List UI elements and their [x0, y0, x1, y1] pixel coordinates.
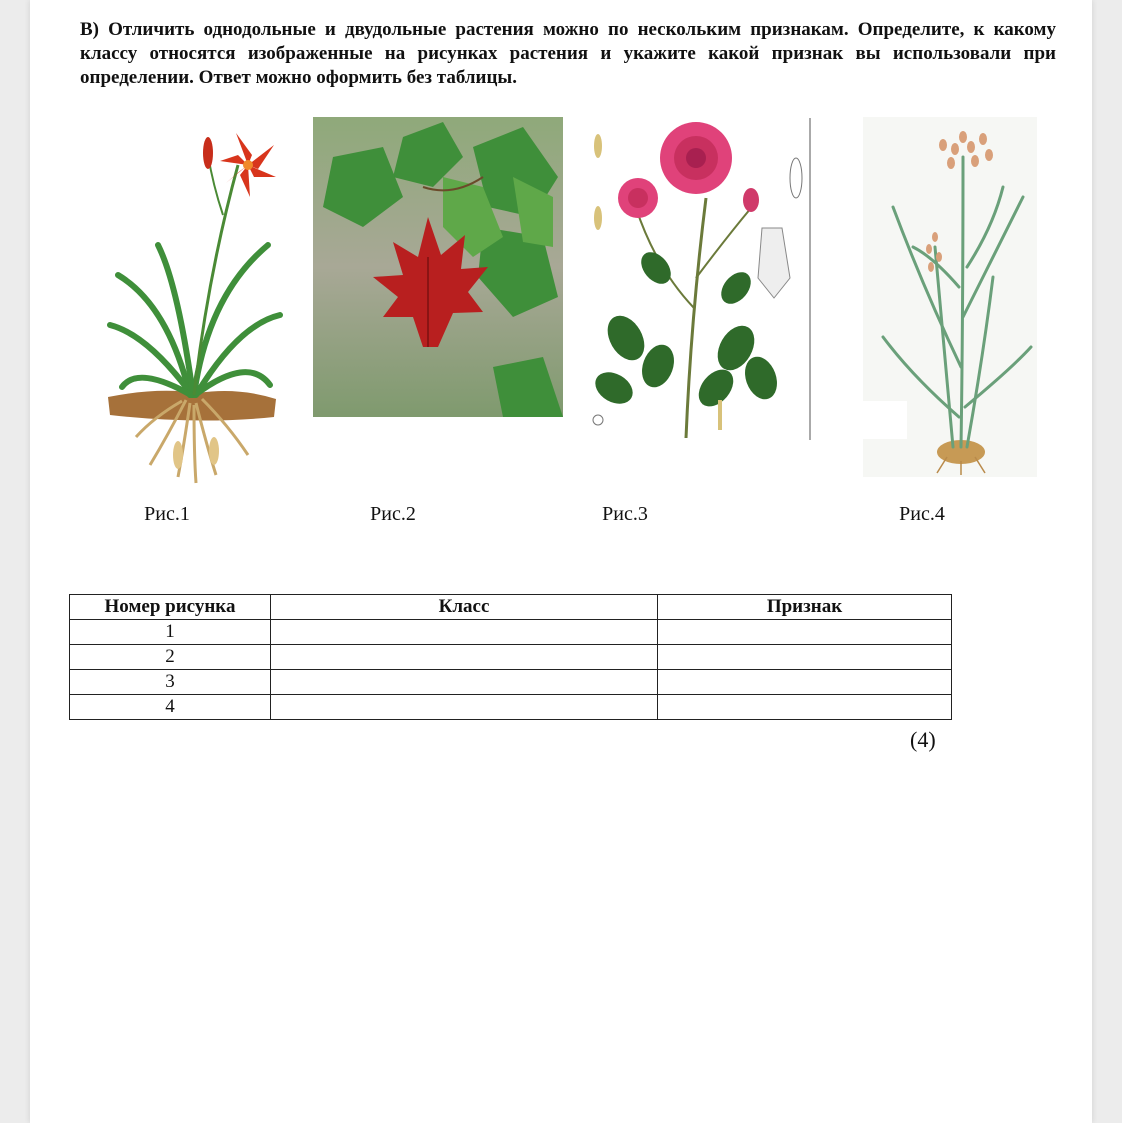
header-feature: Признак [658, 595, 952, 620]
table-row [70, 620, 952, 645]
row-2-number: 2 [70, 645, 271, 670]
table-row [70, 695, 952, 720]
figure-2-caption: Рис.2 [370, 503, 416, 525]
row-4-class-cell[interactable] [271, 695, 658, 720]
rose-botanical-illustration [586, 118, 812, 443]
points-value: (4) [910, 727, 936, 752]
header-class: Класс [271, 595, 658, 620]
daylily-plant-illustration [98, 125, 288, 487]
figure-1-caption: Рис.1 [144, 503, 190, 525]
row-3-class-cell[interactable] [271, 670, 658, 695]
row-1-number: 1 [70, 620, 271, 645]
row-3-feature-cell[interactable] [658, 670, 952, 695]
task-text: В) Отличить однодольные и двудольные растения можно по нескольким признакам. Определите, к какому классу относятся изображенные на рисунках растения и укажите какой признак вы использовали при определении. Ответ можно оформить без таблицы. [80, 19, 1056, 88]
row-3-number: 3 [70, 670, 271, 695]
maple-leaves-photo [313, 117, 563, 417]
row-2-class-cell[interactable] [271, 645, 658, 670]
figure-3-image [586, 118, 812, 443]
row-4-number: 4 [70, 695, 271, 720]
row-1-feature-cell[interactable] [658, 620, 952, 645]
table-row [70, 645, 952, 670]
figure-1-image [98, 125, 288, 487]
answer-table [69, 594, 952, 720]
row-1-class-cell[interactable] [271, 620, 658, 645]
row-2-feature-cell[interactable] [658, 645, 952, 670]
table-row [70, 670, 952, 695]
figure-3-caption: Рис.3 [602, 503, 648, 525]
figure-2-image [313, 117, 563, 417]
header-figure-number: Номер рисунка [70, 595, 271, 620]
row-4-feature-cell[interactable] [658, 695, 952, 720]
table-header-row [70, 595, 952, 620]
grass-cereal-illustration [863, 117, 1037, 477]
figure-4-image [863, 117, 1037, 477]
figure-4-caption: Рис.4 [899, 503, 945, 525]
worksheet-page [30, 0, 1092, 1123]
